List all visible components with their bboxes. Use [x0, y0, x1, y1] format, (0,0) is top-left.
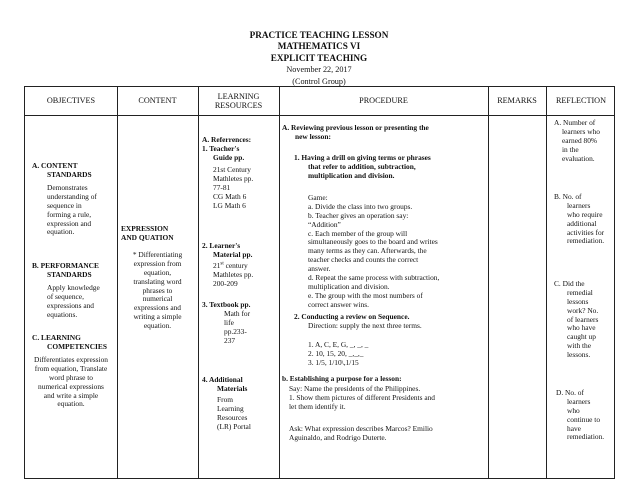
column-header-objectives: OBJECTIVES — [46, 96, 96, 106]
lesson-date: November 22, 2017 — [286, 65, 352, 74]
review-heading: A. Reviewing previous lesson or presenting the new lesson: — [282, 123, 429, 141]
column-header-reflection: REFLECTION — [555, 96, 607, 106]
textbook-heading: 3. Textbook pp. — [202, 300, 251, 309]
reflection-item-c: C. Did the remedial lessons work? No. of learners who have caught up with the lessons. — [554, 279, 599, 359]
ask-question: Ask: What expression describes Marcos? Emilio Aguinaldo, and Rodrigo Duterte. — [289, 424, 433, 442]
objectives-cell — [25, 115, 117, 478]
content-text: * Differentiating expression from equation, translating word phrases to numerical expressions and writing a simple equation. — [132, 250, 183, 330]
column-header-remarks: REMARKS — [497, 96, 537, 106]
lesson-title: PRACTICE TEACHING LESSON — [249, 30, 389, 40]
group-label: (Control Group) — [292, 77, 346, 86]
content-heading: EXPRESSION AND QUATION — [121, 224, 174, 242]
sequence-review: 2. Conducting a review on Sequence. Direction: supply the next three terms. — [294, 312, 422, 330]
textbook-text: Math for life pp.233- 237 — [224, 309, 251, 345]
references-heading: A. Referrences: 1. Teacher's Guide pp. — [202, 135, 252, 162]
teachers-guide-text: 21st Century Mathletes pp. 77-81 CG Math 6 LG Math 6 — [213, 165, 254, 210]
procedure-cell — [279, 115, 488, 478]
learning-competencies-text: Differentiates expression from equation, Translate word phrase to numerical expressions and write a simple equation. — [34, 355, 108, 409]
lesson-plan-table — [24, 86, 615, 479]
resources-cell — [198, 115, 279, 478]
reflection-item-b: B. No. of learners who require additional activities for remediation. — [554, 192, 605, 246]
performance-standards-heading: B. PERFORMANCE STANDARDS — [32, 261, 99, 279]
content-standards-heading: A. CONTENT STANDARDS — [32, 161, 92, 179]
purpose-text: Say: Name the presidents of the Philippines. 1. Show them pictures of different Presidents and let them identify it. — [289, 384, 436, 411]
remarks-cell — [488, 115, 546, 478]
game-instructions: Game: a. Divide the class into two groups. b. Teacher gives an operation say: “Addition” c. Each member of the group will simultaneously goes to the board and writes many terms as they can. Afterwards, the teacher checks and counts the correct answer. d. Repeat the same process with subtraction, multiplication and division. e. The group with the most numbers of correct answer wins. — [308, 193, 440, 309]
additional-materials-heading: 4. Additional Materials — [202, 375, 248, 393]
learners-material-text: 21st century Mathletes pp. 200-209 — [213, 261, 254, 288]
drill-heading: 1. Having a drill on giving terms or phrases that refer to addition, subtraction, multiplication and division. — [294, 153, 431, 180]
column-header-procedure: PROCEDURE — [359, 96, 408, 106]
learners-material-heading: 2. Learner's Material pp. — [202, 241, 253, 259]
performance-standards-text: Apply knowledge of sequence, expressions and equations. — [47, 283, 100, 319]
reflection-cell — [546, 115, 616, 478]
learning-competencies-heading: C. LEARNING COMPETENCIES — [32, 333, 107, 351]
additional-materials-text: From Learning Resources (LR) Portal — [217, 395, 251, 431]
purpose-heading: b. Establishing a purpose for a lesson: — [282, 374, 402, 383]
sequence-items: 1. A, C, E, G, _, _, _ 2. 10, 15, 20, _,_,_ 3. 1/5, 1/10\,1/15 — [308, 340, 369, 367]
subject-title: MATHEMATICS VI — [277, 41, 361, 51]
column-header-resources: LEARNING RESOURCES — [214, 91, 263, 110]
column-header-content: CONTENT — [138, 96, 177, 106]
reflection-item-d: D. No. of learners who continue to have remediation. — [556, 388, 605, 442]
reflection-item-a: A. Number of learners who earned 80% in the evaluation. — [554, 118, 600, 163]
content-standards-text: Demonstrates understanding of sequence in forming a rule, expression and equation. — [47, 183, 97, 237]
content-cell — [117, 115, 198, 478]
method-title: EXPLICIT TEACHING — [270, 53, 368, 63]
